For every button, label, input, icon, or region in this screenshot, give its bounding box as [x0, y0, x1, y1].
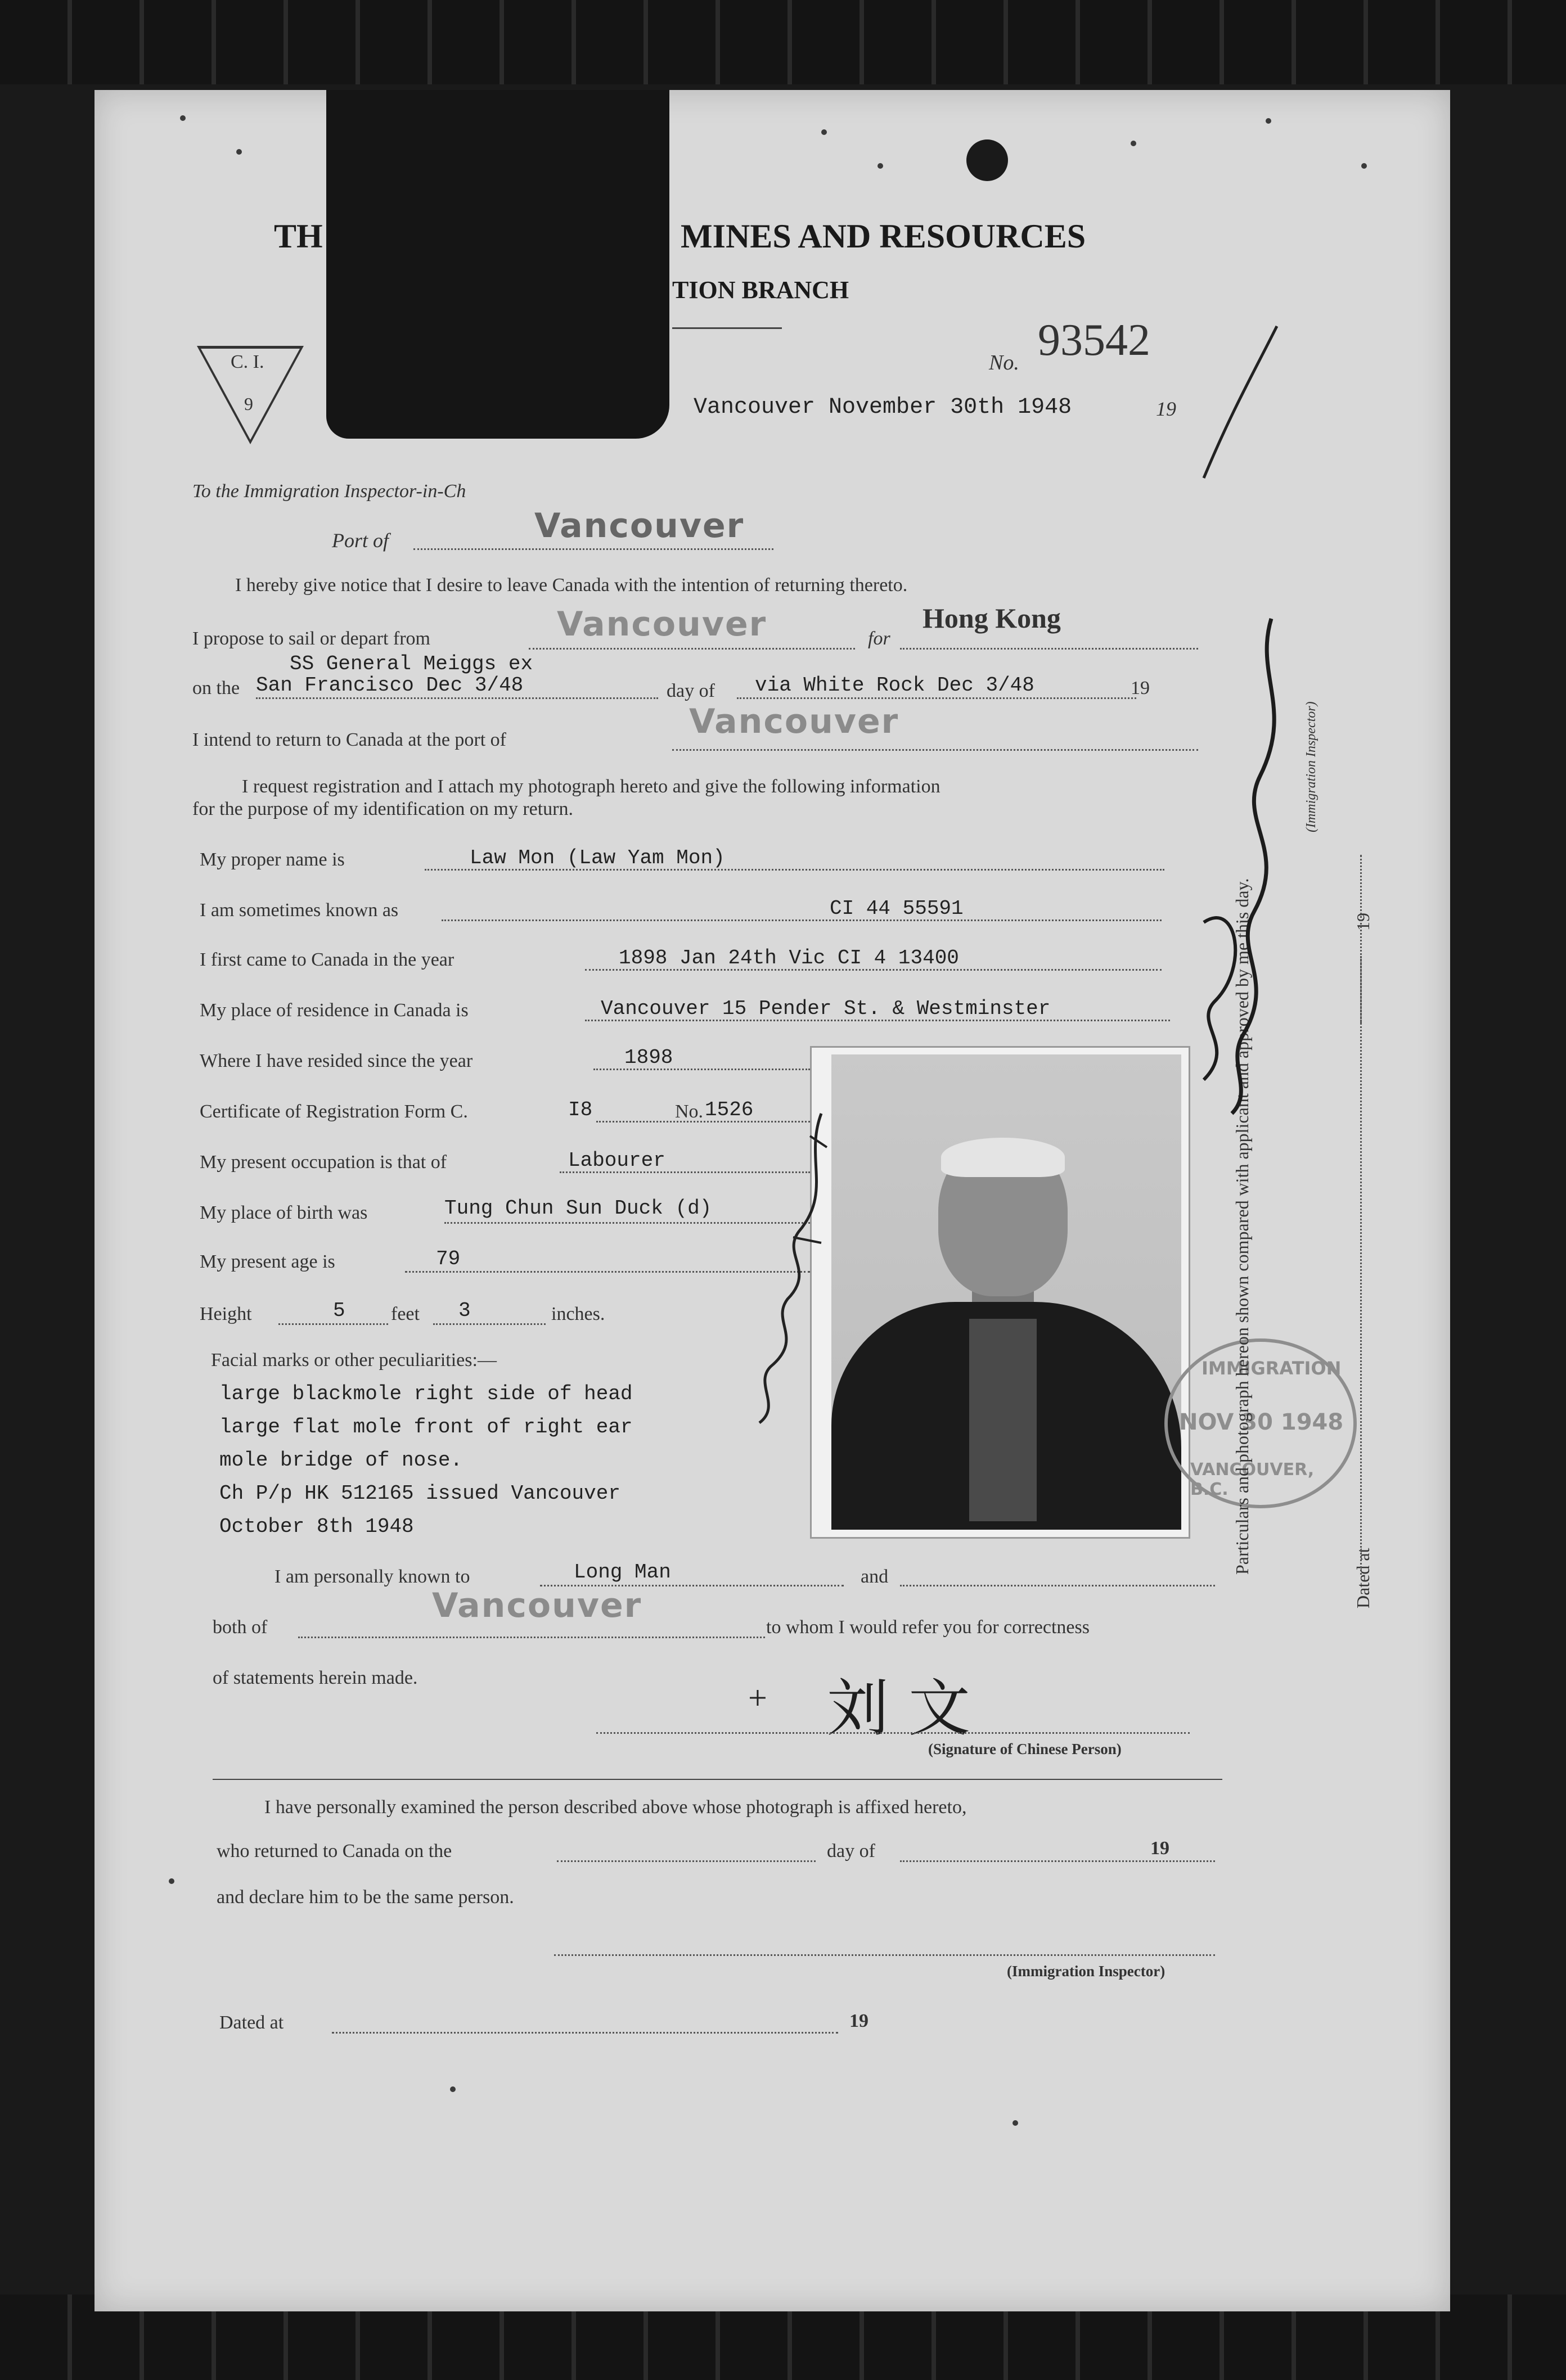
- resided-since-label: Where I have resided since the year: [200, 1051, 473, 1071]
- certificate-form: I8: [568, 1098, 593, 1121]
- occupation-label: My present occupation is that of: [200, 1152, 447, 1173]
- known-as: CI 44 55591: [830, 897, 964, 920]
- ship-line-2: San Francisco Dec 3/48: [256, 674, 524, 697]
- resided-since: 1898: [624, 1046, 673, 1069]
- inspector-signature-across-photo: [737, 1102, 849, 1428]
- corner-pen-stroke: [1198, 321, 1282, 489]
- height-inches: 3: [458, 1299, 471, 1322]
- destination: Hong Kong: [922, 602, 1061, 634]
- date-year-prefix: 19: [1156, 398, 1176, 420]
- chinese-signature-caption: (Signature of Chinese Person): [928, 1741, 1122, 1757]
- both-of-value: Vancouver: [432, 1586, 642, 1625]
- sail-year-suffix: 19: [1131, 678, 1150, 698]
- request-line-2: for the purpose of my identification on my return.: [192, 799, 573, 819]
- known-to: Long Man: [574, 1561, 671, 1584]
- inches-label: inches.: [551, 1304, 605, 1324]
- dated-year: 19: [849, 2011, 868, 2031]
- torn-corner: [326, 90, 669, 439]
- return-label: I intend to return to Canada at the port of: [192, 729, 506, 750]
- and-label: and: [861, 1566, 889, 1587]
- sail-from: Vancouver: [557, 605, 767, 644]
- examined-statement: I have personally examined the person described above whose photograph is affixed hereto,: [264, 1797, 967, 1818]
- both-of-label: both of: [213, 1617, 268, 1638]
- proper-name: Law Mon (Law Yam Mon): [470, 846, 725, 869]
- header-subtitle: TION BRANCH: [672, 276, 849, 304]
- side-panel-inspector-caption: (Immigration Inspector): [1304, 701, 1318, 832]
- mark-line: October 8th 1948: [219, 1515, 414, 1538]
- inspector-caption: (Immigration Inspector): [1007, 1963, 1166, 1980]
- side-panel-dated-at: Dated at: [1353, 1548, 1373, 1608]
- via-route: via White Rock Dec 3/48: [755, 674, 1034, 697]
- return-day-of-label: day of: [827, 1841, 875, 1861]
- proper-name-label: My proper name is: [200, 849, 345, 870]
- known-as-label: I am sometimes known as: [200, 900, 399, 921]
- birthplace-label: My place of birth was: [200, 1202, 368, 1223]
- on-the-label: on the: [192, 678, 240, 698]
- header-title-right: MINES AND RESOURCES: [681, 218, 1086, 255]
- certificate-label: Certificate of Registration Form C.: [200, 1101, 468, 1122]
- film-edge-top: [0, 0, 1566, 84]
- mark-line: large flat mole front of right ear: [219, 1416, 633, 1439]
- sail-label: I propose to sail or depart from: [192, 628, 430, 649]
- ship-line-1: SS General Meiggs ex: [290, 652, 533, 675]
- first-came-label: I first came to Canada in the year: [200, 949, 454, 970]
- refer-label: to whom I would refer you for correctness: [766, 1617, 1090, 1638]
- number-label: No.: [989, 351, 1019, 375]
- marks-label: Facial marks or other peculiarities:—: [211, 1350, 497, 1371]
- addressee: To the Immigration Inspector-in-Ch: [192, 481, 466, 502]
- mark-line: large blackmole right side of head: [219, 1382, 633, 1405]
- chinese-signature: 刘 文: [827, 1673, 970, 1745]
- immigration-date-stamp: IMMIGRATION NOV 30 1948 VANCOUVER, B.C.: [1164, 1338, 1357, 1508]
- certificate-no-label: No.: [675, 1101, 704, 1122]
- height-feet: 5: [333, 1299, 345, 1322]
- age: 79: [436, 1247, 461, 1270]
- intention-statement: I hereby give notice that I desire to leave Canada with the intention of returning thereto.: [235, 575, 908, 596]
- port-value: Vancouver: [534, 506, 745, 546]
- known-to-label: I am personally known to: [274, 1566, 470, 1587]
- residence: Vancouver 15 Pender St. & Westminster: [601, 997, 1051, 1020]
- declare-statement: and declare him to be the same person.: [217, 1887, 514, 1908]
- day-of-label: day of: [667, 680, 715, 701]
- return-port: Vancouver: [689, 702, 899, 741]
- document-number: 93542: [1038, 315, 1150, 365]
- punch-hole: [966, 139, 1008, 181]
- residence-label: My place of residence in Canada is: [200, 1000, 469, 1021]
- feet-label: feet: [391, 1304, 420, 1324]
- form-code-bottom: 9: [244, 394, 253, 414]
- request-line-1: I request registration and I attach my photograph hereto and give the following information: [242, 776, 940, 797]
- mark-line: mole bridge of nose.: [219, 1449, 463, 1472]
- applicant-photograph: [831, 1054, 1181, 1530]
- return-year-label: 19: [1150, 1838, 1169, 1859]
- returned-label: who returned to Canada on the: [217, 1841, 452, 1861]
- side-panel-year: 19: [1353, 913, 1373, 931]
- dated-at-label: Dated at: [219, 2012, 284, 2033]
- certificate-no: 1526: [705, 1098, 754, 1121]
- header-title-left: TH: [274, 218, 323, 255]
- first-came: 1898 Jan 24th Vic CI 4 13400: [619, 946, 959, 970]
- age-label: My present age is: [200, 1251, 335, 1272]
- side-panel-statement: Particulars and photograph hereon shown compared with applicant and approved by me this day.: [1232, 878, 1252, 1575]
- signature-mark: +: [748, 1679, 767, 1716]
- port-label: Port of: [332, 529, 389, 552]
- form-code-top: C. I.: [231, 351, 264, 372]
- statements-label: of statements herein made.: [213, 1667, 418, 1688]
- birthplace: Tung Chun Sun Duck (d): [444, 1197, 712, 1220]
- occupation: Labourer: [568, 1149, 665, 1172]
- place-date: Vancouver November 30th 1948: [694, 395, 1072, 420]
- for-label: for: [868, 628, 890, 649]
- mark-line: Ch P/p HK 512165 issued Vancouver: [219, 1482, 620, 1505]
- height-label: Height: [200, 1304, 252, 1324]
- approval-signature: [1170, 607, 1316, 1125]
